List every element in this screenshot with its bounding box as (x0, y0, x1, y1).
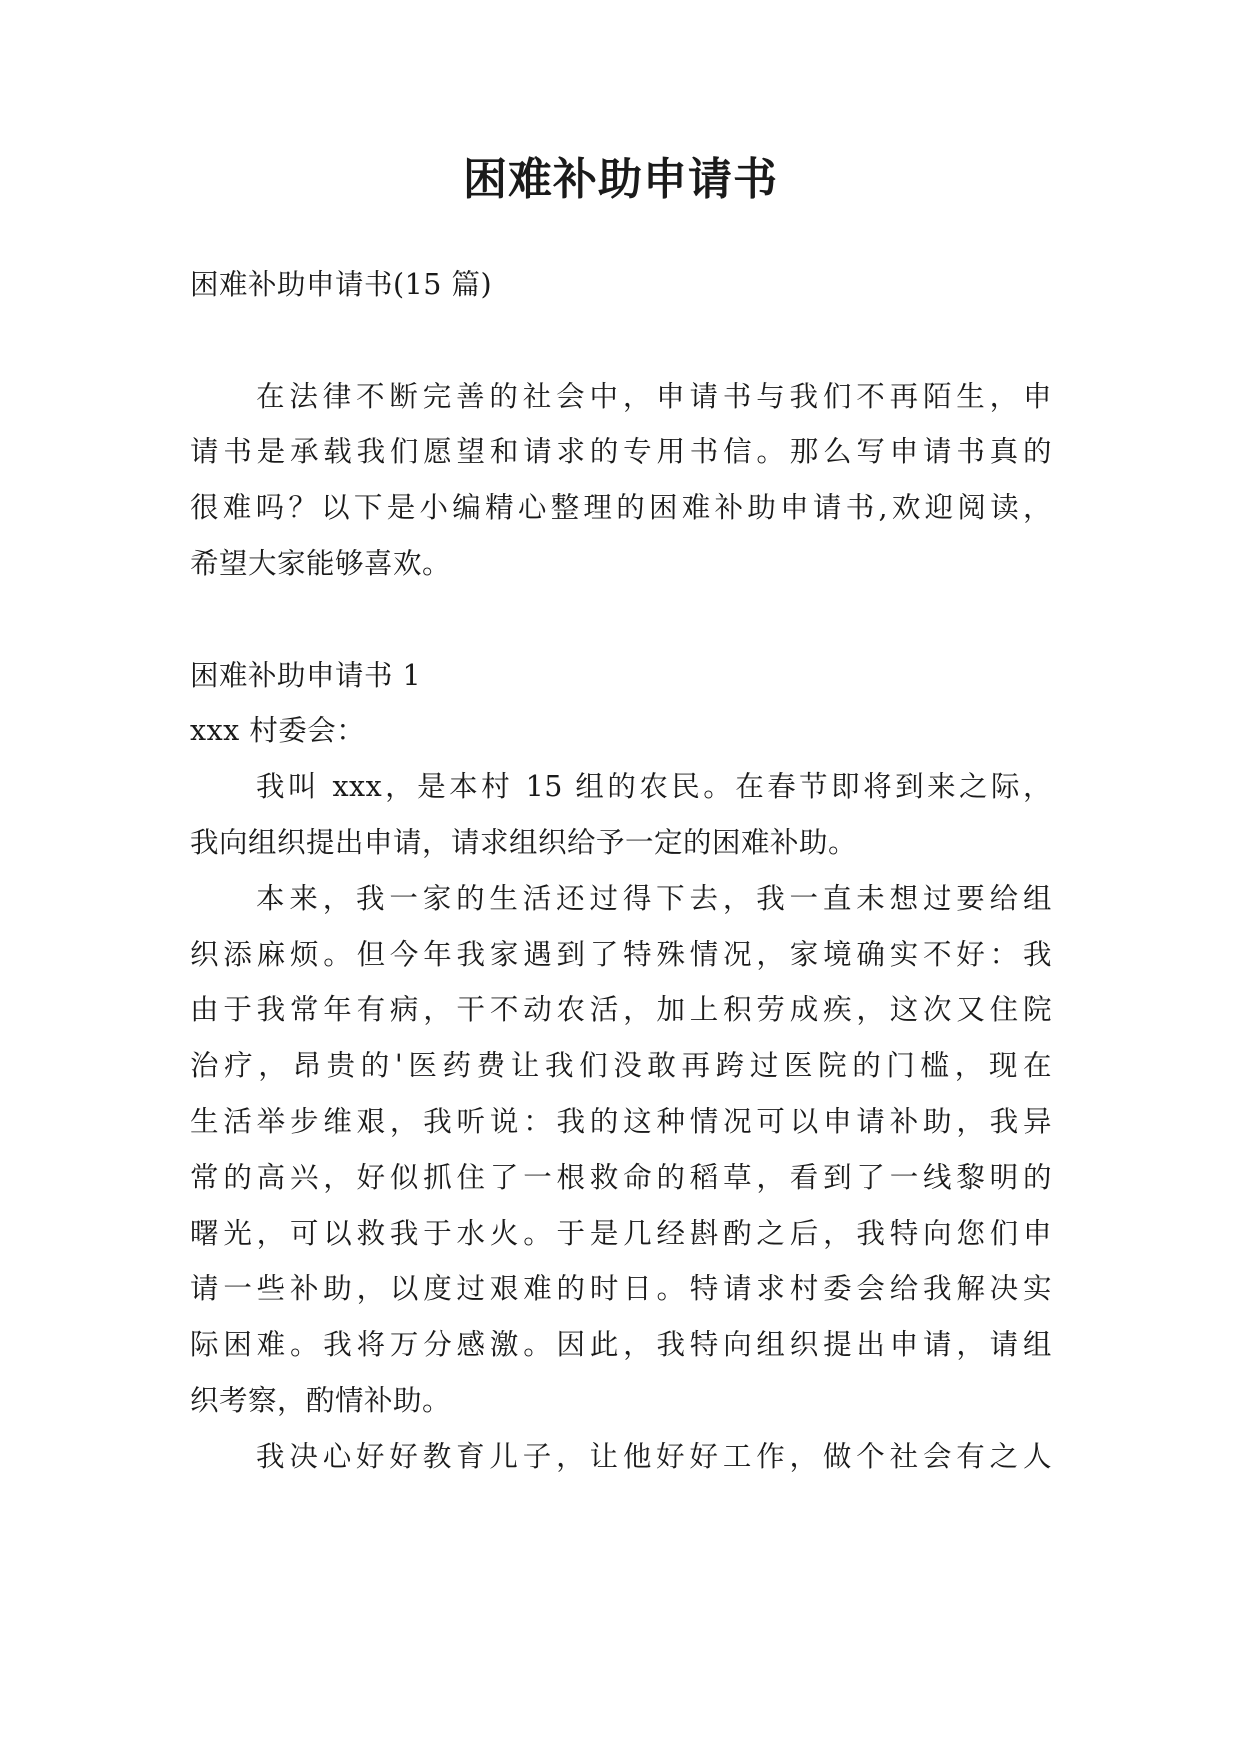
intro-line: 很难吗？以下是小编精心整理的困难补助申请书,欢迎阅读， (190, 491, 1052, 525)
body-paragraph-3 (190, 1429, 1052, 1485)
paragraph-line: 曙光，可以救我于水火。于是几经斟酌之后，我特向您们申 (190, 1216, 1052, 1250)
spacer (190, 313, 1052, 369)
spacer (190, 592, 1052, 648)
paragraph-line: 我决心好好教育儿子，让他好好工作，做个社会有之人 (256, 1439, 1052, 1473)
salutation: xxx 村委会： (190, 714, 366, 748)
document-subtitle: 困难补助申请书(15 篇) (190, 268, 493, 301)
paragraph-line: 请一些补助，以度过艰难的时日。特请求村委会给我解决实 (190, 1272, 1052, 1306)
paragraph-line: 由于我常年有病，干不动农活，加上积劳成疾，这次又住院 (190, 993, 1052, 1027)
paragraph-line: 我向组织提出申请，请求组织给予一定的困难补助。 (190, 825, 858, 859)
paragraph-line: 织添麻烦。但今年我家遇到了特殊情况，家境确实不好：我 (190, 937, 1052, 971)
intro-line: 在法律不断完善的社会中，申请书与我们不再陌生，申 (256, 379, 1052, 413)
paragraph-line: 本来，我一家的生活还过得下去，我一直未想过要给组 (256, 881, 1052, 915)
document-title: 困难补助申请书 (463, 154, 778, 205)
intro-line: 希望大家能够喜欢。 (190, 546, 452, 580)
paragraph-line: 常的高兴，好似抓住了一根救命的稻草，看到了一线黎明的 (190, 1160, 1052, 1194)
paragraph-line: 生活举步维艰，我听说：我的这种情况可以申请补助，我异 (190, 1104, 1052, 1138)
intro-paragraph (190, 369, 1052, 592)
paragraph-line: 治疗，昂贵的'医药费让我们没敢再跨过医院的门槛，现在 (190, 1049, 1052, 1083)
body-paragraph-2 (190, 871, 1052, 1429)
document-body (190, 257, 1052, 1485)
intro-line: 请书是承载我们愿望和请求的专用书信。那么写申请书真的 (190, 435, 1052, 469)
paragraph-line: 我叫 xxx，是本村 15 组的农民。在春节即将到来之际， (256, 770, 1052, 804)
section-heading: 困难补助申请书 1 (190, 658, 422, 692)
paragraph-line: 织考察，酌情补助。 (190, 1383, 452, 1417)
paragraph-line: 际困难。我将万分感激。因此，我特向组织提出申请，请组 (190, 1328, 1052, 1362)
body-paragraph-1 (190, 759, 1052, 871)
